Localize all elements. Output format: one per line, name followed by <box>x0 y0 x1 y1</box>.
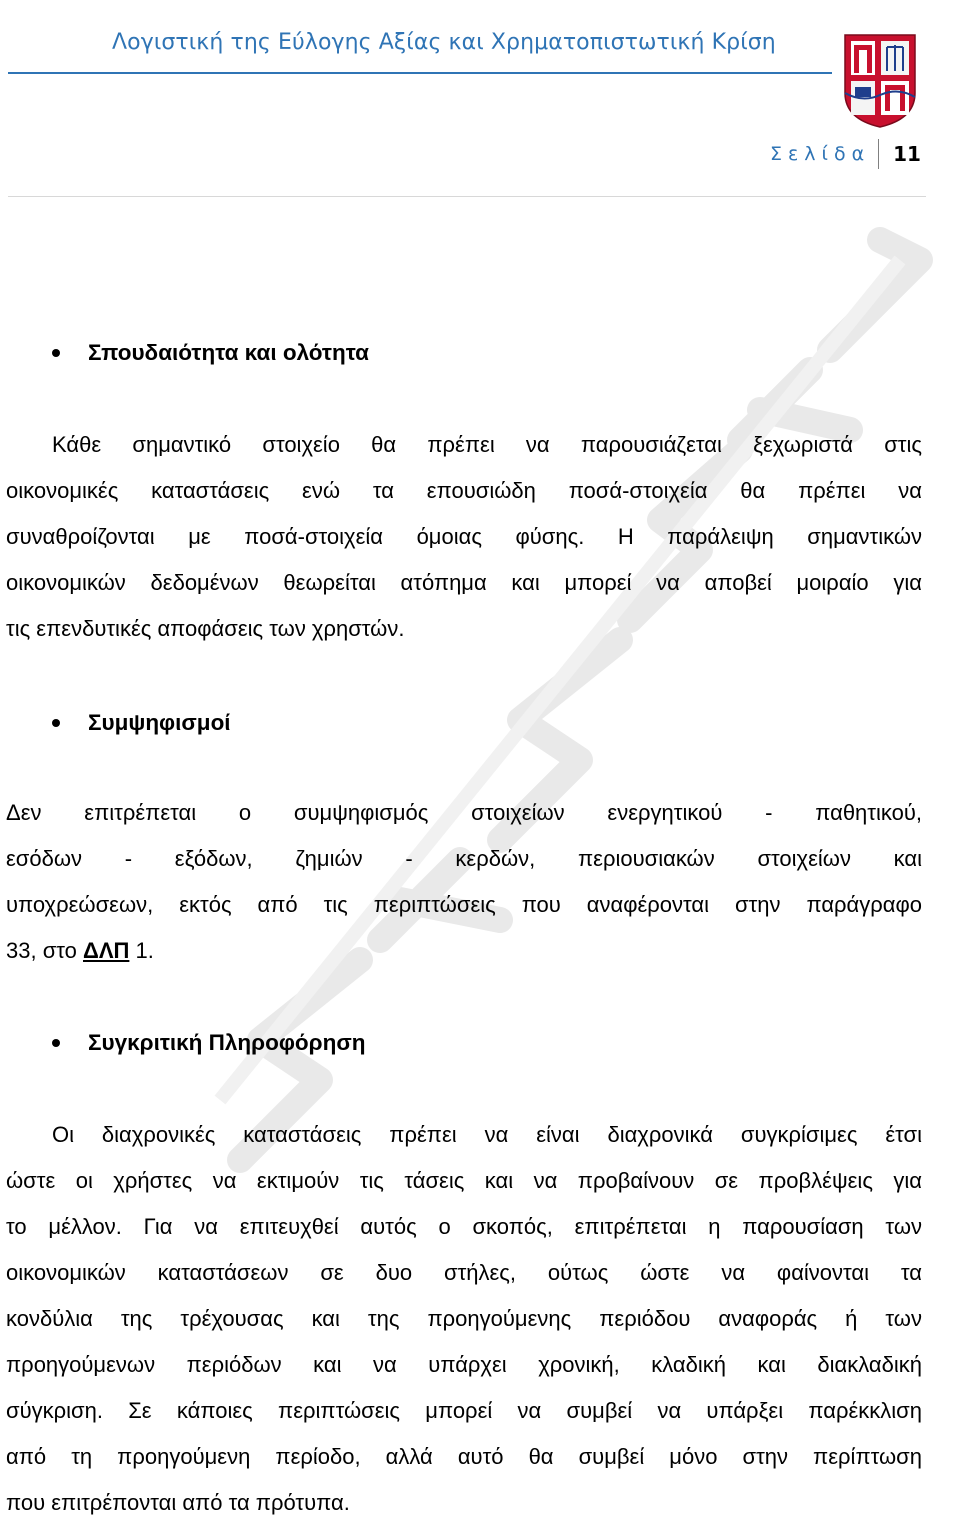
section-heading-text: Σπουδαιότητα και ολότητα <box>88 340 369 365</box>
paragraph-line: οικονομικών δεδομένων θεωρείται ατόπημα και μπορεί να αποβεί μοιραίο για <box>6 570 922 595</box>
paragraph-line: από τη προηγούμενη περίοδο, αλλά αυτό θα συμβεί μόνο στην περίπτωση <box>6 1444 922 1469</box>
paragraph-line: οικονομικών καταστάσεων σε δυο στήλες, ούτως ώστε να φαίνονται τα <box>6 1260 922 1285</box>
standard-reference-link[interactable]: ΔΛΠ <box>83 938 130 963</box>
bullet-icon <box>52 719 60 727</box>
paragraph-line: τις επενδυτικές αποφάσεις των χρηστών. <box>6 616 405 641</box>
paragraph-line <box>6 928 922 974</box>
paragraph-line: σύγκριση. Σε κάποιες περιπτώσεις μπορεί να συμβεί να υπάρξει παρέκκλιση <box>6 1398 922 1423</box>
paragraph-line: προηγούμενων περιόδων και να υπάρχει χρονική, κλαδική και διακλαδική <box>6 1352 922 1377</box>
paragraph-line: το μέλλον. Για να επιτευχθεί αυτός ο σκοπός, επιτρέπεται η παρουσίαση των <box>6 1214 922 1239</box>
paragraph-line: Δεν επιτρέπεται ο συμψηφισμός στοιχείων ενεργητικού - παθητικού, <box>6 800 922 825</box>
bullet-icon <box>52 349 60 357</box>
page-number: 11 <box>893 142 921 166</box>
paragraph-line: Κάθε σημαντικό στοιχείο θα πρέπει να παρουσιάζεται ξεχωριστά στις <box>52 432 922 457</box>
page-number-block <box>770 141 921 167</box>
paragraph-importance <box>6 422 922 652</box>
page-label: Σελίδα <box>770 143 871 165</box>
section-heading-text: Συγκριτική Πληροφόρηση <box>88 1030 366 1055</box>
paragraph-line: κονδύλια της τρέχουσας και της προηγούμενης περιόδου αναφοράς ή των <box>6 1306 922 1331</box>
paragraph-line: εσόδων - εξόδων, ζημιών - κερδών, περιουσιακών στοιχείων και <box>6 846 922 871</box>
bullet-icon <box>52 1039 60 1047</box>
section-heading-importance <box>50 337 369 369</box>
paragraph-line: υποχρεώσεων, εκτός από τις περιπτώσεις που αναφέρονται στην παράγραφο <box>6 892 922 917</box>
page-divider <box>8 196 926 197</box>
paragraph-offsetting <box>6 790 922 974</box>
page-number-separator <box>878 139 879 169</box>
paragraph-line: συναθροίζονται με ποσά-στοιχεία όμοιας φύσης. Η παράλειψη σημαντικών <box>6 524 922 549</box>
section-heading-text: Συμψηφισμοί <box>88 710 231 735</box>
section-heading-comparative <box>50 1027 365 1059</box>
university-logo-icon <box>843 33 917 129</box>
section-heading-offsetting <box>50 707 231 739</box>
paragraph-line: ώστε οι χρήστες να εκτιμούν τις τάσεις και να προβαίνουν σε προβλέψεις για <box>6 1168 922 1193</box>
paragraph-line: Οι διαχρονικές καταστάσεις πρέπει να είναι διαχρονικά συγκρίσιμες έτσι <box>52 1122 922 1147</box>
paragraph-text: 1. <box>129 938 154 963</box>
paragraph-comparative <box>6 1112 922 1526</box>
document-running-title: Λογιστική της Εύλογης Αξίας και Χρηματοπιστωτική Κρίση <box>112 30 776 55</box>
header-divider <box>8 72 832 74</box>
paragraph-line: οικονομικές καταστάσεις ενώ τα επουσιώδη ποσά-στοιχεία θα πρέπει να <box>6 478 922 503</box>
paragraph-line: που επιτρέπονται από τα πρότυπα. <box>6 1490 350 1515</box>
paragraph-text: 33, στο <box>6 938 83 963</box>
